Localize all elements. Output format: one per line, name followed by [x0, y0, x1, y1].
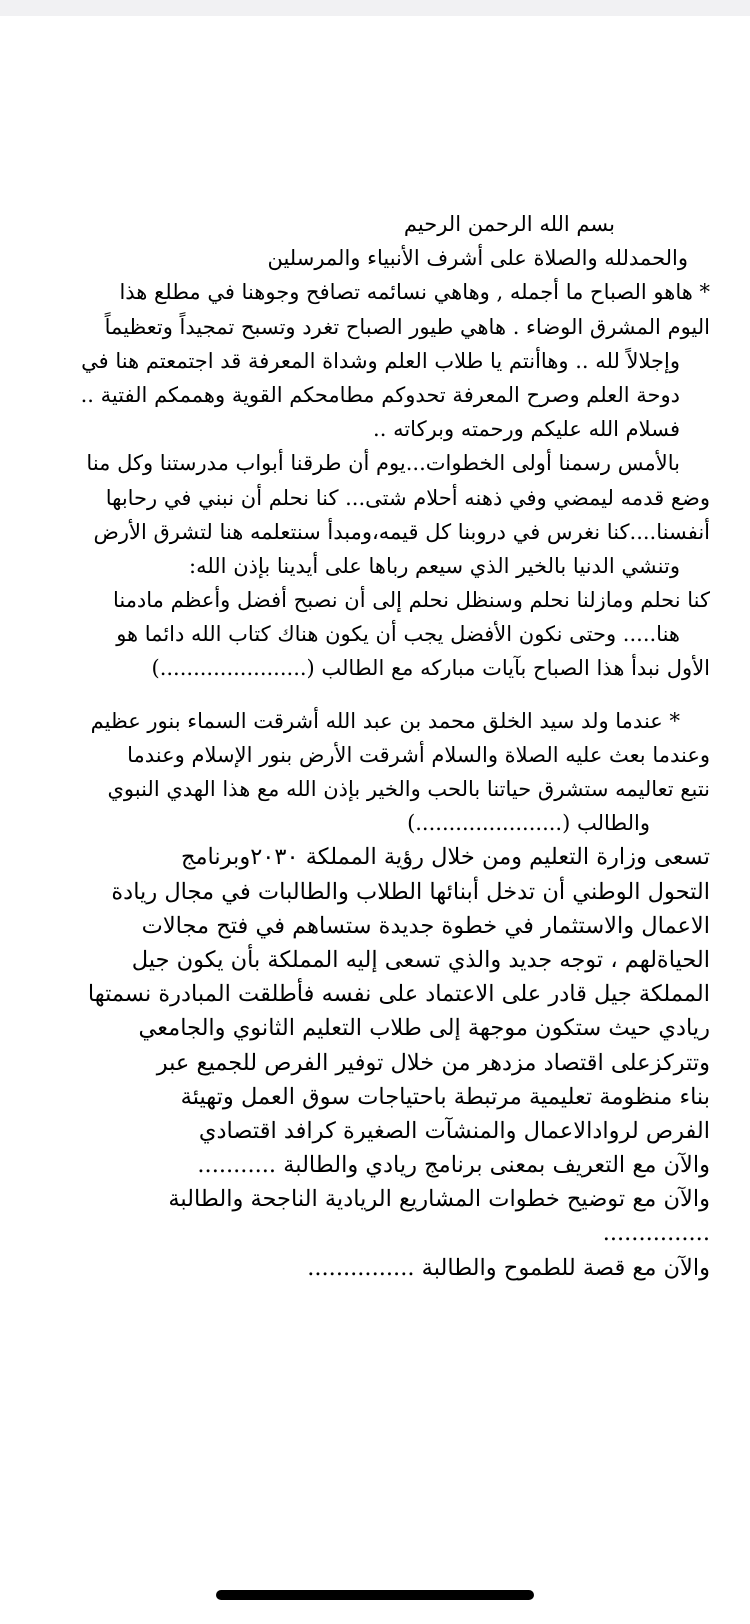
paragraph2-line-2: وضع قدمه ليمضي وفي ذهنه أحلام شتى... كنا نحلم أن نبني في رحابها [105, 485, 710, 510]
paragraph1-line-4: دوحة العلم وصرح المعرفة تحدوكم مطامحكم القوية وهممكم الفتية .. [80, 382, 680, 407]
paragraph-spacer [18, 686, 710, 704]
paragraph2-line-5: كنا نحلم ومازلنا نحلم وسنظل نحلم إلى أن نصبح أفضل وأعظم مادمنا [112, 588, 710, 613]
paragraph1-line-3: وإجلالاً لله .. وهاأنتم يا طلاب العلم وشداة المعرفة قد اجتمعتم هنا في [81, 348, 680, 373]
paragraph4-line-12: ............... [602, 1220, 710, 1247]
paragraph4-line-6: ريادي حيث ستكون موجهة إلى طلاب التعليم الثانوي والجامعي [138, 1015, 710, 1042]
paragraph4-line-13: والآن مع قصة للطموح والطالبة ............... [307, 1254, 710, 1281]
paragraph3-line-4: والطالب (......................) [407, 811, 650, 836]
paragraph2-line-3: أنفسنا....كنا نغرس في دروبنا كل قيمه،ومبدأ سنتعلمه هنا لتشرق الأرض [93, 519, 710, 544]
basmala-line: بسم الله الرحمن الرحيم [403, 212, 615, 236]
paragraph4-line-7: وتتركزعلى اقتصاد مزدهر من خلال توفير الفرص للجميع عبر [156, 1049, 710, 1076]
paragraph2-line-1: بالأمس رسمنا أولى الخطوات...يوم أن طرقنا أبواب مدرستنا وكل منا [86, 451, 680, 476]
paragraph4-line-5: المملكة جيل قادر على الاعتماد على نفسه فأطلقت المبادرة نسمتها [87, 981, 710, 1008]
paragraph4-line-8: بناء منظومة تعليمية مرتبطة باحتياجات سوق العمل وتهيئة [180, 1083, 710, 1110]
paragraph2-line-6: هنا..... وحتى نكون الأفضل يجب أن يكون هناك كتاب الله دائما هو [116, 622, 680, 647]
home-indicator[interactable] [216, 1590, 534, 1600]
status-bar-strip [0, 0, 750, 16]
paragraph1-line-1: * هاهو الصباح ما أجمله , وهاهي نسائمه تصافح وجوهنا في مطلع هذا [119, 280, 710, 305]
paragraph4-line-11: والآن مع توضيح خطوات المشاريع الريادية الناجحة والطالبة [168, 1186, 710, 1213]
paragraph3-line-3: نتبع تعاليمه ستشرق حياتنا بالحب والخير بإذن الله مع هذا الهدي النبوي [107, 777, 710, 801]
paragraph3-line-2: وعندما بعث عليه الصلاة والسلام أشرقت الأرض بنور الإسلام وعندما [127, 742, 710, 767]
paragraph2-line-4: وتنشي الدنيا بالخير الذي سيعم رباها على أيدينا بإذن الله: [189, 553, 680, 578]
paragraph1-line-5: فسلام الله عليكم ورحمته وبركاته .. [373, 417, 680, 442]
paragraph4-line-4: الحياةلهم ، توجه جديد والذي تسعى إليه المملكة بأن يكون جيل [131, 946, 710, 973]
paragraph4-line-9: الفرص لروادالاعمال والمنشآت الصغيرة كرافد اقتصادي [198, 1117, 710, 1144]
praise-line: والحمدلله والصلاة على أشرف الأنبياء والمرسلين [267, 246, 688, 271]
paragraph2-line-7: الأول نبدأ هذا الصباح بآيات مباركه مع الطالب (......................) [151, 656, 710, 681]
paragraph4-line-10: والآن مع التعريف بمعنى برنامج ريادي والطالبة ........... [197, 1152, 710, 1179]
paragraph4-line-3: الاعمال والاستثمار في خطوة جديدة ستساهم في فتح مجالات [141, 912, 710, 939]
paragraph1-line-2: اليوم المشرق الوضاء . هاهي طيور الصباح تغرد وتسبح تمجيداً وتعظيماً [104, 314, 710, 339]
paragraph4-line-1: تسعى وزارة التعليم ومن خلال رؤية المملكة ٢٠٣٠وبرنامج [180, 844, 710, 871]
paragraph3-line-1: * عندما ولد سيد الخلق محمد بن عبد الله أشرقت السماء بنور عظيم [90, 708, 680, 733]
paragraph4-line-2: التحول الوطني أن تدخل أبنائها الطلاب والطالبات في مجال ريادة [111, 878, 710, 905]
document-page [18, 207, 710, 1285]
